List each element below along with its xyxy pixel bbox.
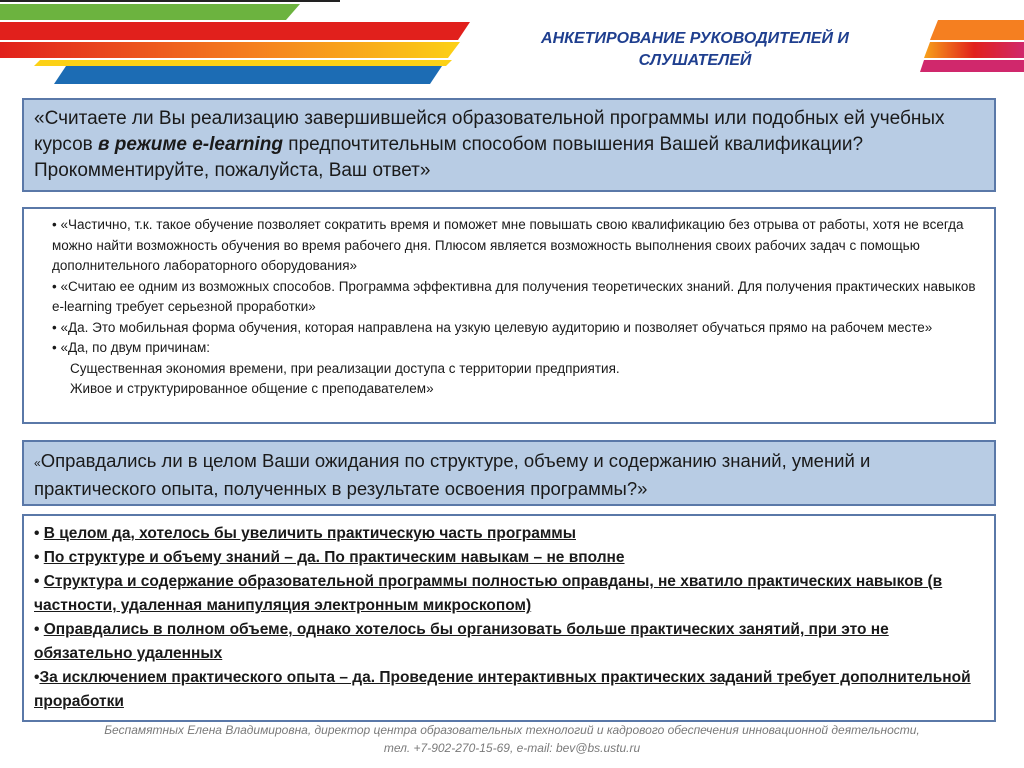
answer-2-item-5 bbox=[34, 666, 984, 714]
answers-2-list bbox=[34, 522, 984, 714]
page-title bbox=[520, 28, 870, 72]
answer-2-item-1-text: В целом да, хотелось бы увеличить практическую часть программы bbox=[43, 525, 576, 542]
answer-2-bullet: • bbox=[34, 621, 44, 638]
answer-2-item-4 bbox=[34, 618, 984, 666]
answers-1-box bbox=[22, 207, 996, 424]
footer-line-2: тел. +7-902-270-15-69, e-mail: bev@bs.ustu.ru bbox=[383, 741, 641, 755]
answer-2-bullet: • bbox=[34, 669, 40, 686]
stripe-blue bbox=[54, 66, 442, 84]
answer-2-item-2 bbox=[34, 546, 984, 570]
stripe-right-top bbox=[930, 20, 1024, 40]
answer-2-item-3-text: Структура и содержание образовательной программы полностью оправданы, не хватило практических навыков (в частности, удаленная манипуляция электронным микроскопом) bbox=[34, 573, 943, 614]
question-1-emphasis: в режиме e-learning bbox=[98, 134, 284, 155]
answer-1-item-4-reason-1: Существенная экономия времени, при реализации доступа с территории предприятия. bbox=[70, 360, 620, 376]
question-2-text: Оправдались ли в целом Ваши ожидания по структуре, объему и содержанию знаний, умений и практического опыта, полученных в результате освоения программы?» bbox=[34, 450, 871, 499]
answer-2-bullet: • bbox=[34, 549, 44, 566]
stripe-green bbox=[0, 4, 300, 20]
answer-1-item-4 bbox=[52, 338, 984, 400]
answer-1-item-3: • «Да. Это мобильная форма обучения, которая направлена на узкую целевую аудиторию и позволяет обучаться прямо на рабочем месте» bbox=[52, 319, 933, 335]
answer-2-item-5-text: За исключением практического опыта – да. Проведение интерактивных практических заданий требует дополнительной проработки bbox=[34, 669, 971, 710]
stripe-yellow bbox=[34, 60, 452, 66]
question-1-text-before: «Считаете ли Вы реализацию завершившейся образовательной программы или подобных ей учебных курсов bbox=[34, 108, 945, 155]
answer-1-item-4-intro: • «Да, по двум причинам: bbox=[52, 340, 211, 355]
footer bbox=[0, 721, 1024, 757]
stripe-red bbox=[0, 22, 470, 40]
question-2-open-quote: « bbox=[34, 456, 41, 470]
answers-1-list bbox=[52, 215, 984, 400]
answer-1-item-1: • «Частично, т.к. такое обучение позволяет сократить время и поможет мне повышать свою квалификацию без отрыва от работы, хотя не всегда можно найти возможность обучения во время рабочего дня. Плюсом является возможность выполнения своих рабочих задач с помощью дополнительного лабораторного оборудования» bbox=[52, 217, 964, 273]
answer-2-item-1 bbox=[34, 522, 984, 546]
question-2-box bbox=[22, 440, 996, 506]
answers-2-box bbox=[22, 514, 996, 722]
answer-2-item-2-text: По структуре и объему знаний – да. По практическим навыкам – не вполне bbox=[43, 549, 625, 566]
answer-2-bullet: • bbox=[34, 573, 44, 590]
answer-1-item-4-reason-2: Живое и структурированное общение с преподавателем» bbox=[70, 381, 434, 396]
question-1-box bbox=[22, 98, 996, 192]
title-line-2: СЛУШАТЕЛЕЙ bbox=[638, 52, 752, 69]
stripe-right-mid bbox=[924, 42, 1024, 58]
answer-2-bullet: • bbox=[34, 525, 44, 542]
title-line-1: АНКЕТИРОВАНИЕ РУКОВОДИТЕЛЕЙ И bbox=[541, 30, 849, 47]
footer-line-1: Беспамятных Елена Владимировна, директор центра образовательных технологий и кадрового обеспечения инновационной деятельности, bbox=[104, 723, 920, 737]
stripe-orange bbox=[0, 42, 460, 58]
answer-2-item-4-text: Оправдались в полном объеме, однако хотелось бы организовать больше практических занятий, при это не обязательно удаленных bbox=[34, 621, 889, 662]
answer-1-item-2: • «Считаю ее одним из возможных способов. Программа эффективна для получения теоретических знаний. Для получения практических навыков e-learning требует серьезной проработки» bbox=[52, 278, 976, 314]
answer-2-item-3 bbox=[34, 570, 984, 618]
question-1-text-after: предпочтительным способом повышения Вашей квалификации? Прокомментируйте, пожалуйста, Ваш ответ» bbox=[34, 134, 864, 181]
stripe-right-bottom bbox=[920, 60, 1024, 72]
rainbow-stripes-decoration bbox=[0, 0, 1024, 90]
top-rule bbox=[0, 0, 340, 2]
